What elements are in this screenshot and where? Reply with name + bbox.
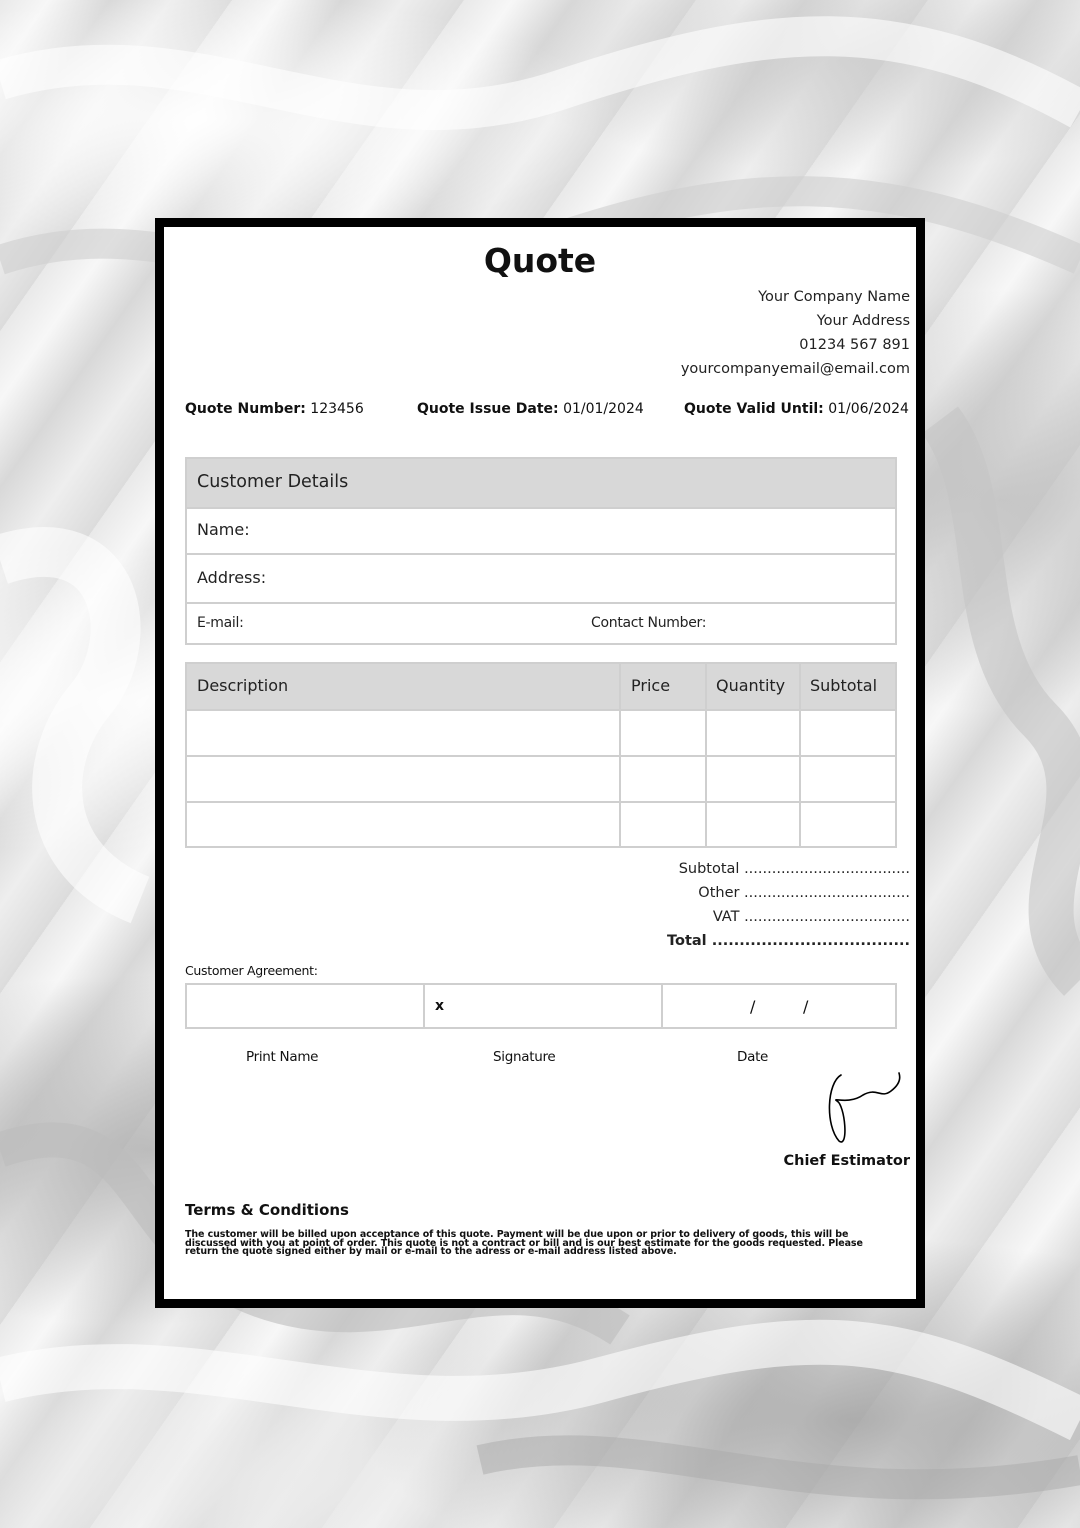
customer-address-row[interactable]	[187, 553, 895, 602]
quote-number-value: 123456	[310, 401, 364, 417]
col-subtotal: Subtotal	[810, 676, 878, 695]
company-phone: 01234 567 891	[799, 337, 910, 353]
customer-details-heading: Customer Details	[197, 472, 349, 492]
customer-contact-row[interactable]	[187, 602, 895, 647]
customer-address-label: Address:	[197, 568, 267, 587]
table-row[interactable]	[187, 757, 895, 801]
items-table-header	[187, 664, 895, 710]
quote-number-label: Quote Number:	[185, 401, 306, 417]
signature-mark: x	[435, 998, 445, 1014]
issue-date-label: Quote Issue Date:	[417, 401, 559, 417]
col-price: Price	[631, 676, 671, 695]
page-title: Quote	[483, 241, 597, 280]
date-caption: Date	[737, 1049, 769, 1065]
customer-details-box	[185, 457, 897, 645]
totals-total	[667, 929, 910, 953]
customer-agreement-label: Customer Agreement:	[185, 963, 318, 978]
customer-email-label: E-mail:	[197, 615, 244, 631]
date-slash-1: /	[750, 997, 756, 1016]
items-table	[185, 662, 897, 848]
valid-until-value: 01/06/2024	[828, 401, 909, 417]
customer-name-label: Name:	[197, 520, 250, 539]
issue-date-value: 01/01/2024	[563, 401, 644, 417]
totals-total-label: Total	[667, 933, 707, 949]
col-quantity: Quantity	[716, 676, 786, 695]
customer-contact-label: Contact Number:	[591, 615, 707, 631]
company-name: Your Company Name	[758, 289, 910, 305]
col-description: Description	[197, 676, 289, 695]
chief-estimator-label: Chief Estimator	[783, 1153, 910, 1169]
print-name-field[interactable]	[187, 985, 423, 1027]
date-field[interactable]	[663, 985, 897, 1027]
totals-subtotal: Subtotal ....................................	[678, 861, 910, 877]
quote-sheet	[155, 218, 925, 1308]
company-address: Your Address	[816, 313, 910, 329]
terms-text: The customer will be billed upon acceptance of this quote. Payment will be due upon or prior to delivery of goods, this will be discussed with you at point of order. This quote is not a contract or bill and is our best estimate for the goods requested. Please return the quote signed either by mail or e-mail to the adress or e-mail address listed above.	[185, 1229, 863, 1257]
signature-caption: Signature	[493, 1049, 556, 1065]
agreement-box	[185, 983, 897, 1029]
table-row[interactable]	[187, 803, 895, 847]
terms-title: Terms & Conditions	[185, 1201, 349, 1219]
totals-other: Other ....................................	[698, 885, 910, 901]
totals-vat: VAT ....................................	[712, 909, 910, 925]
company-block	[681, 285, 910, 381]
totals-block	[667, 857, 910, 953]
print-name-caption: Print Name	[246, 1049, 319, 1065]
table-row[interactable]	[187, 711, 895, 755]
totals-total-dots: ....................................	[706, 933, 910, 949]
quote-valid-until	[684, 401, 909, 417]
signature-scribble-icon	[819, 1065, 909, 1155]
company-email: yourcompanyemail@email.com	[680, 361, 910, 377]
signature-field[interactable]	[425, 985, 661, 1027]
quote-number	[185, 401, 364, 417]
customer-name-row[interactable]	[187, 507, 895, 553]
date-slash-2: /	[803, 997, 809, 1016]
valid-until-label: Quote Valid Until:	[684, 401, 824, 417]
quote-issue-date	[417, 401, 644, 417]
